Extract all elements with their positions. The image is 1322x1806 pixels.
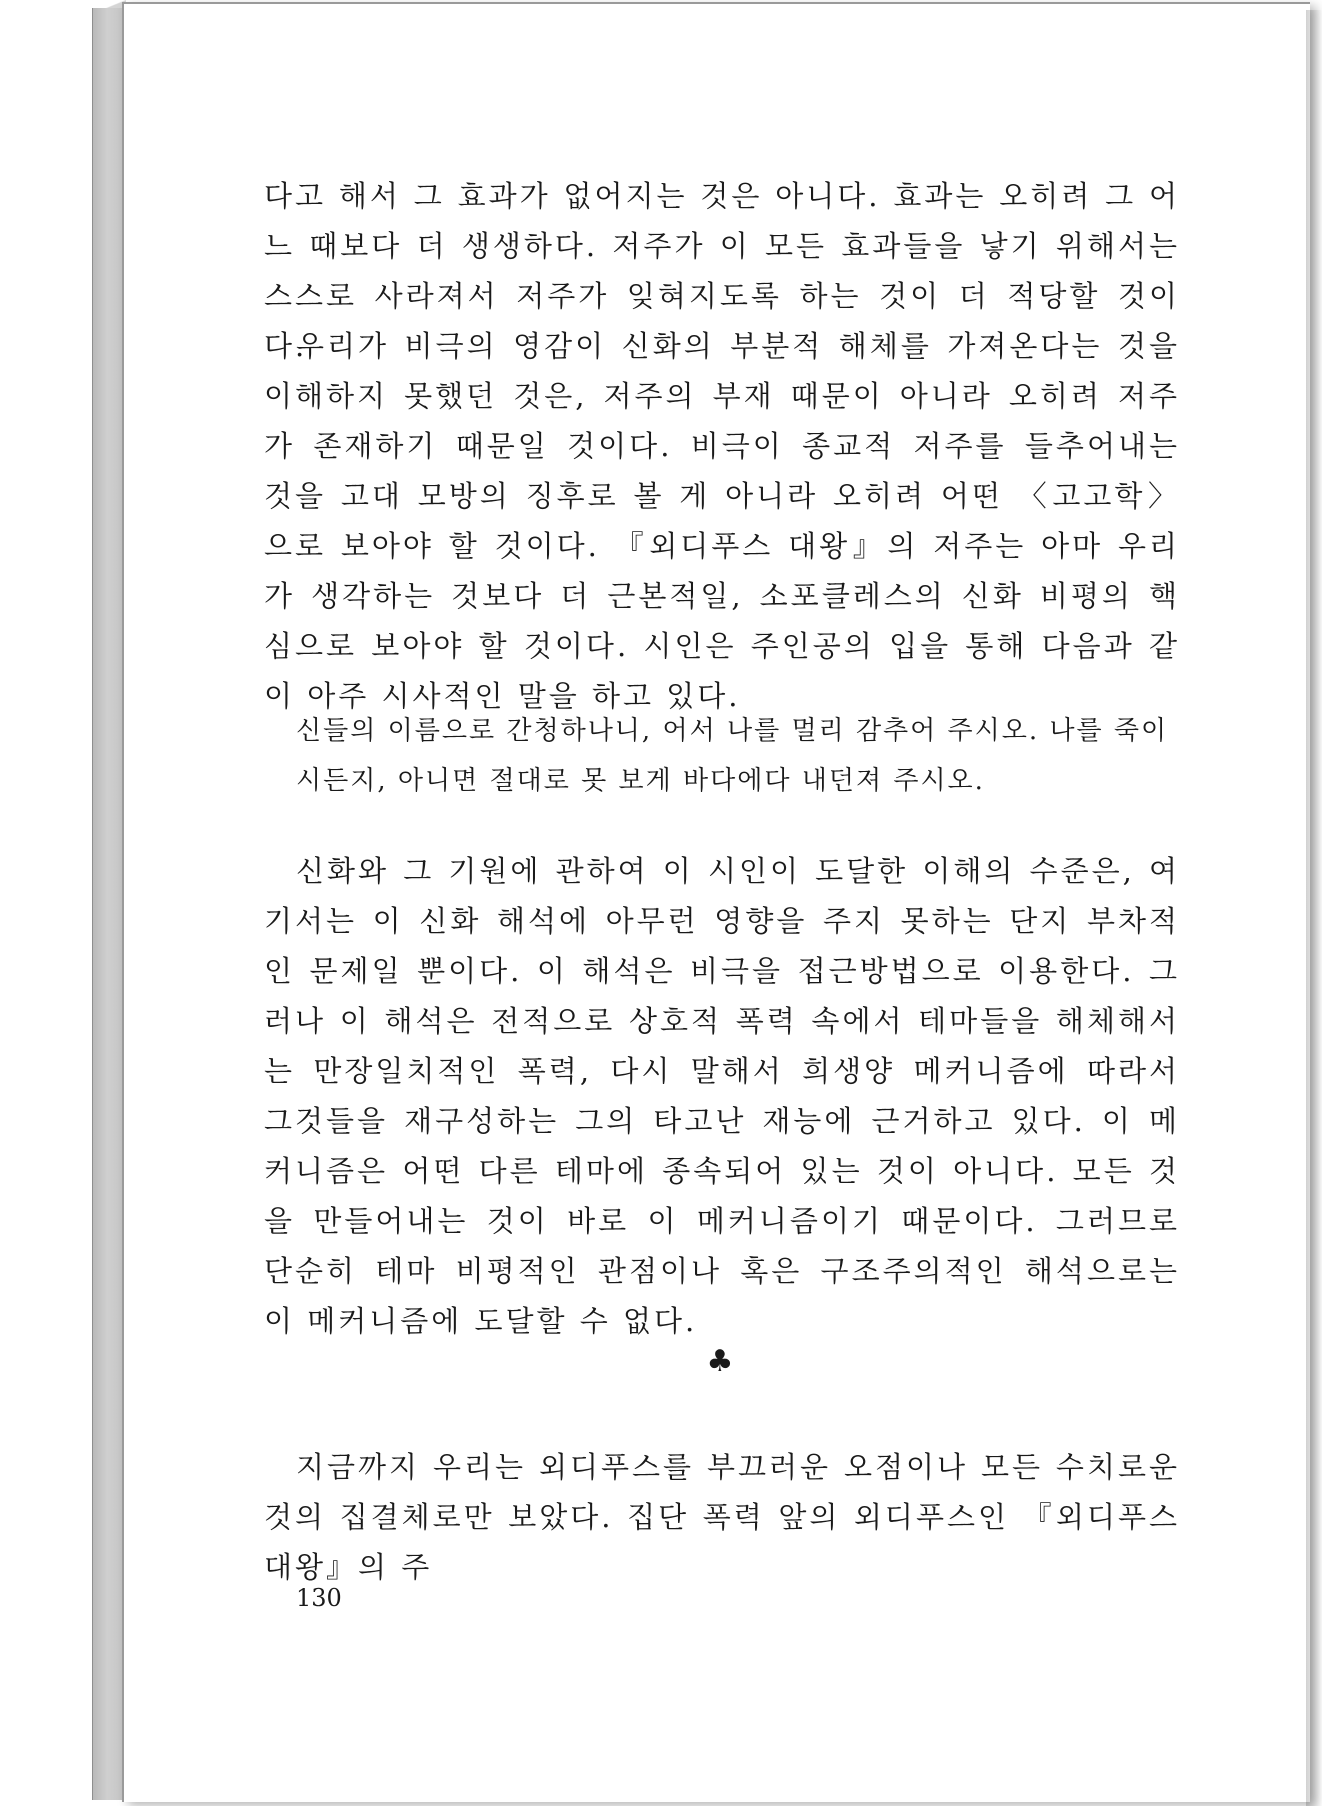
- block-quote: 신들의 이름으로 간청하나니, 어서 나를 멀리 감추어 주시오. 나를 죽이시든지, 아니면 절대로 못 보게 바다에다 내던져 주시오.: [296, 716, 1169, 796]
- book-spine: [92, 8, 125, 1800]
- paragraph-3: [264, 846, 1180, 1346]
- page-number: 130: [296, 1584, 342, 1612]
- paragraph-4: [264, 1442, 1180, 1592]
- paragraph-3-text: 신화와 그 기원에 관하여 이 시인이 도달한 이해의 수준은, 여기서는 이 신화 해석에 아무런 영향을 주지 못하는 단지 부차적인 문제일 뿐이다. 이 해석은 비극을 접근방법으로 이용한다. 그러나 이 해석은 전적으로 상호적 폭력 속에서 테마들을 해체해서는 만장일치적인 폭력, 다시 말해서 희생양 메커니즘에 따라서 그것들을 재구성하는 그의 타고난 재능에 근거하고 있다. 이 메커니즘은 어떤 다른 테마에 종속되어 있는 것이 아니다. 모든 것을 만들어내는 것이 바로 이 메커니즘이기 때문이다. 그러므로 단순히 테마 비평적인 관점이나 혹은 구조주의적인 해석으로는 이 메커니즘에 도달할 수 없다.: [264, 854, 1180, 1338]
- club-ornament-icon: ♣: [706, 1344, 734, 1379]
- paragraph-4-text: 지금까지 우리는 외디푸스를 부끄러운 오점이나 모든 수치로운 것의 집결체로만 보았다. 집단 폭력 앞의 외디푸스인 『외디푸스 대왕』의 주: [264, 1450, 1180, 1584]
- paragraph-2-text: 우리가 비극의 영감이 신화의 부분적 해체를 가져온다는 것을 이해하지 못했던 것은, 저주의 부재 때문이 아니라 오히려 저주가 존재하기 때문일 것이다. 비극이 종교적 저주를 들추어내는 것을 고대 모방의 징후로 볼 게 아니라 오히려 어떤 〈고고학〉으로 보아야 할 것이다. 『외디푸스 대왕』의 저주는 아마 우리가 생각하는 것보다 더 근본적일, 소포클레스의 신화 비평의 핵심으로 보아야 할 것이다. 시인은 주인공의 입을 통해 다음과 같이 아주 시사적인 말을 하고 있다.: [264, 329, 1180, 713]
- page-shadow: [1306, 10, 1322, 1806]
- paragraph-2: [264, 321, 1180, 721]
- paragraph-1-text: 다고 해서 그 효과가 없어지는 것은 아니다. 효과는 오히려 그 어느 때보다 더 생생하다. 저주가 이 모든 효과들을 낳기 위해서는 스스로 사라져서 저주가 잊혀지도록 하는 것이 더 적당할 것이다.: [264, 179, 1180, 363]
